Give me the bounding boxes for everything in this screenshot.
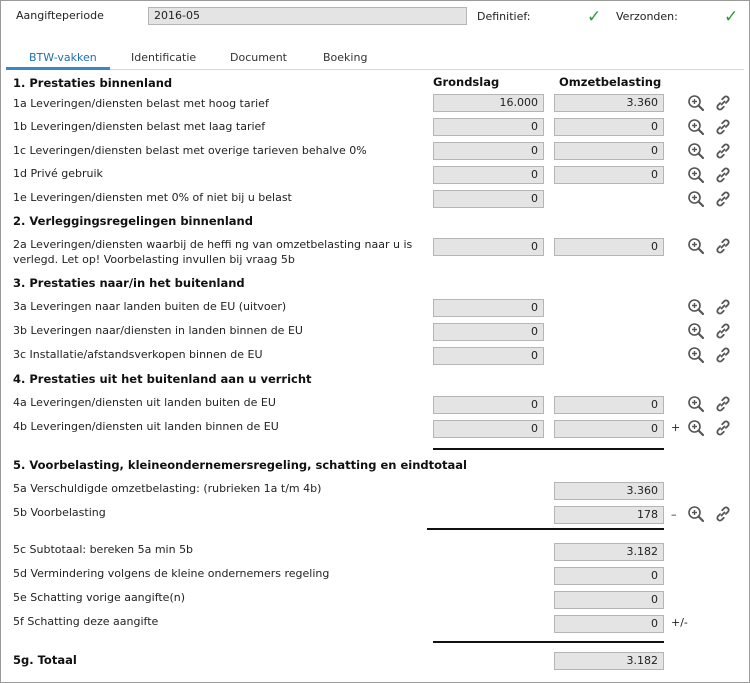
row-3b-label: 3b Leveringen naar/diensten in landen binnen de EU (13, 324, 303, 337)
sum-rule-5b (427, 528, 664, 530)
row-3c-label: 3c Installatie/afstandsverkopen binnen de EU (13, 348, 263, 361)
row-1a-label: 1a Leveringen/diensten belast met hoog tarief (13, 97, 269, 110)
row-4a-grondslag[interactable]: 0 (433, 396, 544, 414)
row-5a-label: 5a Verschuldigde omzetbelasting: (rubrieken 1a t/m 4b) (13, 482, 322, 495)
zoom-in-icon[interactable] (687, 346, 705, 364)
zoom-in-icon[interactable] (687, 298, 705, 316)
row-4b-omzetbelasting[interactable]: 0 (554, 420, 664, 438)
row-4b-label: 4b Leveringen/diensten uit landen binnen de EU (13, 420, 279, 433)
row-5e-label: 5e Schatting vorige aangifte(n) (13, 591, 186, 604)
zoom-in-icon[interactable] (687, 419, 705, 437)
row-5c-omzetbelasting[interactable]: 3.182 (554, 543, 664, 561)
tab-divider (6, 69, 744, 70)
tab-document[interactable]: Document (230, 51, 287, 64)
link-icon[interactable] (714, 94, 732, 112)
link-icon[interactable] (714, 166, 732, 184)
zoom-in-icon[interactable] (687, 166, 705, 184)
zoom-in-icon[interactable] (687, 142, 705, 160)
zoom-in-icon[interactable] (687, 190, 705, 208)
link-icon[interactable] (714, 395, 732, 413)
verzonden-check-icon: ✓ (724, 7, 739, 27)
row-5d-label: 5d Vermindering volgens de kleine ondernemers regeling (13, 567, 330, 580)
section-4-title: 4. Prestaties uit het buitenland aan u verricht (13, 372, 312, 386)
link-icon[interactable] (714, 322, 732, 340)
row-1b-grondslag[interactable]: 0 (433, 118, 544, 136)
row-4a-label: 4a Leveringen/diensten uit landen buiten de EU (13, 396, 276, 409)
row-2a-label-line1: 2a Leveringen/diensten waarbij de heffi ng van omzetbelasting naar u is (13, 238, 413, 251)
section-5-title: 5. Voorbelasting, kleineondernemersregeling, schatting en eindtotaal (13, 458, 467, 472)
tab-boeking[interactable]: Boeking (323, 51, 368, 64)
row-5e-omzetbelasting[interactable]: 0 (554, 591, 664, 609)
row-1c-label: 1c Leveringen/diensten belast met overige tarieven behalve 0% (13, 144, 367, 157)
section-2-title: 2. Verleggingsregelingen binnenland (13, 214, 253, 228)
period-field[interactable]: 2016-05 (148, 7, 467, 25)
zoom-in-icon[interactable] (687, 94, 705, 112)
row-5b-label: 5b Voorbelasting (13, 506, 106, 519)
row-4b-grondslag[interactable]: 0 (433, 420, 544, 438)
definitief-label: Definitief: (477, 10, 531, 23)
link-icon[interactable] (714, 237, 732, 255)
zoom-in-icon[interactable] (687, 237, 705, 255)
row-1c-grondslag[interactable]: 0 (433, 142, 544, 160)
row-1d-label: 1d Privé gebruik (13, 167, 103, 180)
row-3c-grondslag[interactable]: 0 (433, 347, 544, 365)
minus-operator: – (671, 508, 677, 521)
link-icon[interactable] (714, 118, 732, 136)
row-5d-omzetbelasting[interactable]: 0 (554, 567, 664, 585)
link-icon[interactable] (714, 298, 732, 316)
active-tab-indicator (6, 67, 110, 70)
row-5g-label: 5g. Totaal (13, 653, 77, 667)
tab-btw-vakken[interactable]: BTW-vakken (29, 51, 97, 64)
row-5c-label: 5c Subtotaal: bereken 5a min 5b (13, 543, 194, 556)
row-4a-omzetbelasting[interactable]: 0 (554, 396, 664, 414)
section-3-title: 3. Prestaties naar/in het buitenland (13, 276, 245, 290)
row-1d-grondslag[interactable]: 0 (433, 166, 544, 184)
row-1b-label: 1b Leveringen/diensten belast met laag tarief (13, 120, 266, 133)
row-5b-omzetbelasting[interactable]: 178 (554, 506, 664, 524)
zoom-in-icon[interactable] (687, 505, 705, 523)
section-1-title: 1. Prestaties binnenland (13, 76, 173, 90)
link-icon[interactable] (714, 419, 732, 437)
row-2a-omzetbelasting[interactable]: 0 (554, 238, 664, 256)
row-1d-omzetbelasting[interactable]: 0 (554, 166, 664, 184)
column-grondslag: Grondslag (433, 75, 500, 89)
row-3a-grondslag[interactable]: 0 (433, 299, 544, 317)
row-5a-omzetbelasting[interactable]: 3.360 (554, 482, 664, 500)
link-icon[interactable] (714, 505, 732, 523)
period-label: Aangifteperiode (16, 9, 104, 22)
plusminus-operator: +/- (671, 616, 688, 629)
sum-rule-total (433, 641, 664, 643)
row-1e-label: 1e Leveringen/diensten met 0% of niet bij u belast (13, 191, 292, 204)
row-5g-totaal[interactable]: 3.182 (554, 652, 664, 670)
column-omzetbelasting: Omzetbelasting (559, 75, 662, 89)
link-icon[interactable] (714, 190, 732, 208)
verzonden-label: Verzonden: (616, 10, 678, 23)
row-1a-omzetbelasting[interactable]: 3.360 (554, 94, 664, 112)
row-1c-omzetbelasting[interactable]: 0 (554, 142, 664, 160)
sum-rule-4 (433, 448, 664, 450)
plus-operator: + (671, 421, 681, 434)
row-5f-omzetbelasting[interactable]: 0 (554, 615, 664, 633)
row-5f-label: 5f Schatting deze aangifte (13, 615, 159, 628)
row-2a-label-line2: verlegd. Let op! Voorbelasting invullen bij vraag 5b (13, 253, 295, 266)
zoom-in-icon[interactable] (687, 395, 705, 413)
definitief-check-icon: ✓ (587, 7, 602, 27)
row-3a-label: 3a Leveringen naar landen buiten de EU (uitvoer) (13, 300, 287, 313)
zoom-in-icon[interactable] (687, 322, 705, 340)
row-2a-grondslag[interactable]: 0 (433, 238, 544, 256)
zoom-in-icon[interactable] (687, 118, 705, 136)
row-3b-grondslag[interactable]: 0 (433, 323, 544, 341)
row-1b-omzetbelasting[interactable]: 0 (554, 118, 664, 136)
row-1e-grondslag[interactable]: 0 (433, 190, 544, 208)
tab-identificatie[interactable]: Identificatie (131, 51, 197, 64)
link-icon[interactable] (714, 142, 732, 160)
link-icon[interactable] (714, 346, 732, 364)
row-1a-grondslag[interactable]: 16.000 (433, 94, 544, 112)
